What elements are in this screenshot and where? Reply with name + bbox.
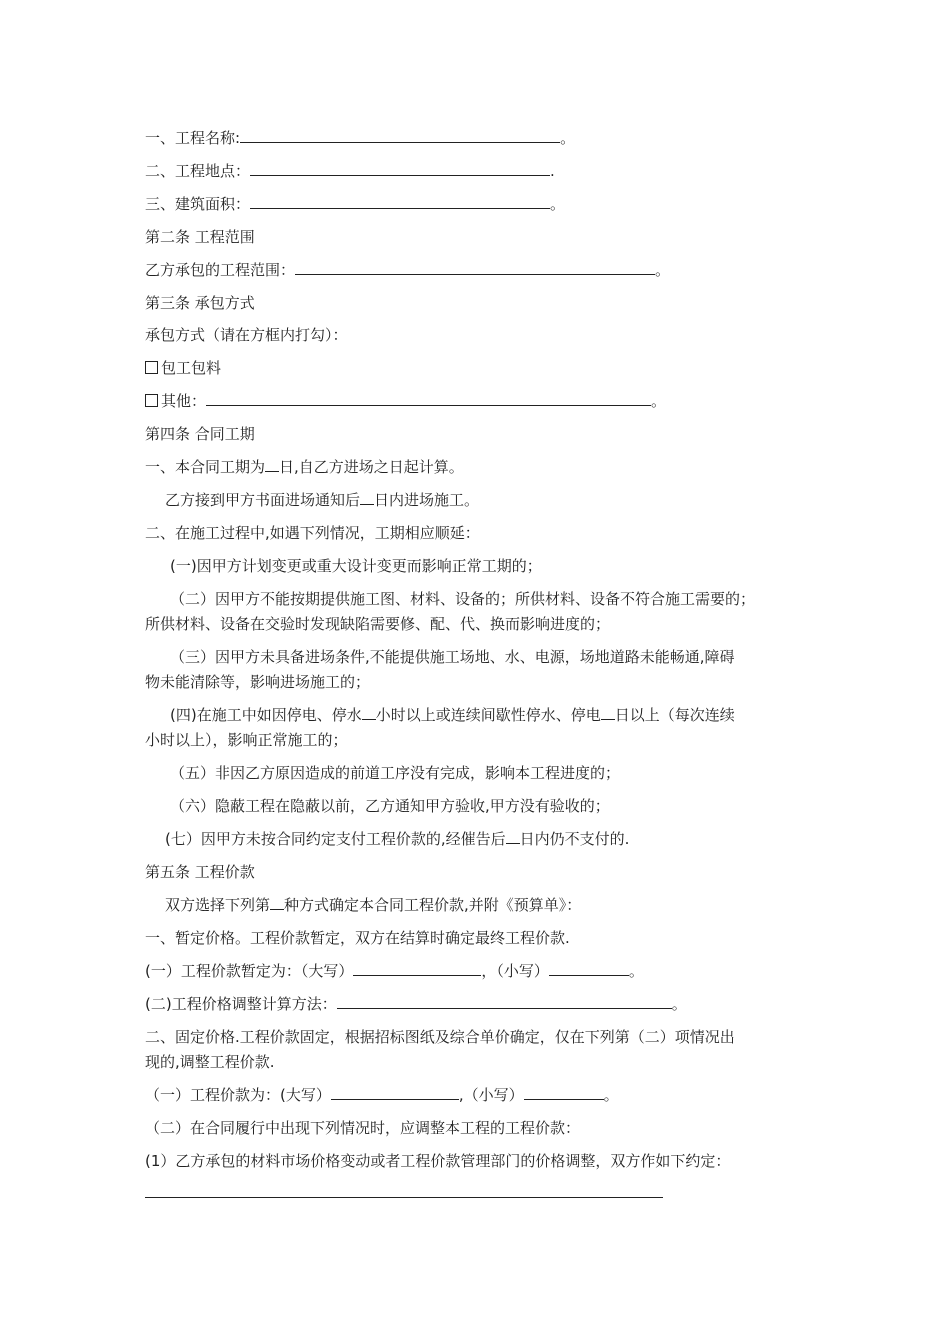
outage-hours-blank[interactable]: [362, 705, 376, 720]
price-adjust-method-line: [145, 994, 687, 1014]
text: ，（小写）: [481, 962, 549, 980]
adjustment-conditions: （二）在合同履行中出现下列情况时，应调整本工程的工程价款：: [145, 1119, 581, 1137]
option-other[interactable]: [145, 391, 666, 411]
project-location-blank[interactable]: [250, 161, 550, 176]
fixed-amount-figures-blank[interactable]: [524, 1085, 604, 1100]
building-area-label: 三、建筑面积：: [145, 195, 251, 213]
provisional-amount-words-blank[interactable]: [353, 961, 481, 976]
punct: .: [550, 162, 555, 180]
price-adjust-method-blank[interactable]: [337, 994, 672, 1009]
text: 乙方接到甲方书面进场通知后: [165, 491, 361, 509]
duration-line: [145, 457, 464, 477]
extension-intro: 二、在施工过程中,如遇下列情况，工期相应顺延：: [145, 524, 480, 542]
text: 日以上（每次连续: [614, 706, 735, 724]
text: 日内进场施工。: [374, 491, 480, 509]
extension-case-2a: （二）因甲方不能按期提供施工图、材料、设备的；所供材料、设备不符合施工需要的；: [170, 590, 756, 608]
clause2-heading: 第二条 工程范围: [145, 228, 255, 246]
text: (七）因甲方未按合同约定支付工程价款的,经催告后: [165, 830, 506, 848]
scope-label: 乙方承包的工程范围：: [145, 261, 296, 279]
outage-days-blank[interactable]: [601, 705, 615, 720]
text: 双方选择下列第: [165, 896, 271, 914]
fixed-price-a: 二、固定价格.工程价款固定，根据招标图纸及综合单价确定，仅在下列第（二）项情况出: [145, 1028, 735, 1046]
text: 一、本合同工期为: [145, 458, 266, 476]
extension-case-3a: （三）因甲方未具备进场条件,不能提供施工场地、水、电源，场地道路未能畅通,障碍: [170, 648, 735, 666]
contract-method-intro: 承包方式（请在方框内打勾）：: [145, 326, 348, 344]
extension-case-3b: 物未能清除等，影响进场施工的；: [145, 673, 371, 691]
building-area-blank[interactable]: [250, 194, 550, 209]
extension-case-4a: [170, 705, 735, 725]
text: 种方式确定本合同工程价款,并附《预算单》：: [284, 896, 582, 914]
punct: 。: [560, 129, 576, 147]
agreement-blank-line[interactable]: [145, 1197, 663, 1198]
project-location-line: [145, 161, 555, 181]
text: (二)工程价格调整计算方法：: [145, 995, 337, 1013]
punct: 。: [651, 392, 667, 410]
option-labor-materials-label: 包工包料: [161, 359, 222, 377]
material-price-adjustment: (1）乙方承包的材料市场价格变动或者工程价款管理部门的价格调整，双方作如下约定：: [145, 1152, 731, 1170]
text: 小时以上或连续间歇性停水、停电: [375, 706, 601, 724]
punct: 。: [550, 195, 566, 213]
option-other-label: 其他：: [161, 392, 207, 410]
provisional-amount-figures-blank[interactable]: [549, 961, 629, 976]
text: (一）工程价款暂定为：（大写）: [145, 962, 354, 980]
extension-case-2b: 所供材料、设备在交验时发现缺陷需要修、配、代、换而影响进度的；: [145, 615, 611, 633]
text: (四)在施工中如因停电、停水: [170, 706, 362, 724]
entry-days-blank[interactable]: [360, 490, 374, 505]
extension-case-5: （五）非因乙方原因造成的前道工序没有完成，影响本工程进度的；: [170, 764, 621, 782]
clause3-heading: 第三条 承包方式: [145, 294, 255, 312]
text: 日内仍不支付的.: [519, 830, 630, 848]
extension-case-7: [165, 829, 629, 849]
punct: 。: [671, 995, 687, 1013]
extension-case-1: (一)因甲方计划变更或重大设计变更而影响正常工期的；: [170, 557, 542, 575]
text: ,（小写）: [458, 1086, 524, 1104]
fixed-amount-words-blank[interactable]: [331, 1085, 459, 1100]
scope-blank[interactable]: [295, 260, 655, 275]
provisional-price-heading: 一、暂定价格。工程价款暂定，双方在结算时确定最终工程价款.: [145, 929, 570, 947]
punct: 。: [628, 962, 644, 980]
entry-notice-line: [165, 490, 479, 510]
text: 日,自乙方进场之日起计算。: [279, 458, 464, 476]
checkbox-labor-materials[interactable]: [145, 361, 158, 374]
clause5-heading: 第五条 工程价款: [145, 863, 255, 881]
provisional-amount-line: [145, 961, 644, 981]
project-location-label: 二、工程地点：: [145, 162, 251, 180]
clause4-heading: 第四条 合同工期: [145, 425, 255, 443]
project-name-blank[interactable]: [240, 128, 560, 143]
option-labor-materials[interactable]: [145, 358, 221, 378]
checkbox-other[interactable]: [145, 394, 158, 407]
punct: 。: [603, 1086, 619, 1104]
extension-case-6: （六）隐蔽工程在隐蔽以前，乙方通知甲方验收,甲方没有验收的；: [170, 797, 610, 815]
scope-line: [145, 260, 670, 280]
text: （一）工程价款为：(大写）: [145, 1086, 331, 1104]
fixed-price-b: 现的,调整工程价款.: [145, 1053, 275, 1071]
building-area-line: [145, 194, 565, 214]
fixed-amount-line: [145, 1085, 619, 1105]
extension-case-4b: 小时以上），影响正常施工的；: [145, 731, 348, 749]
payment-days-blank[interactable]: [506, 829, 520, 844]
project-name-line: [145, 128, 575, 148]
punct: 。: [655, 261, 671, 279]
pricing-method-line: [165, 895, 581, 915]
duration-days-blank[interactable]: [265, 457, 279, 472]
project-name-label: 一、工程名称:: [145, 129, 241, 147]
pricing-method-blank[interactable]: [270, 895, 284, 910]
option-other-blank[interactable]: [206, 391, 651, 406]
